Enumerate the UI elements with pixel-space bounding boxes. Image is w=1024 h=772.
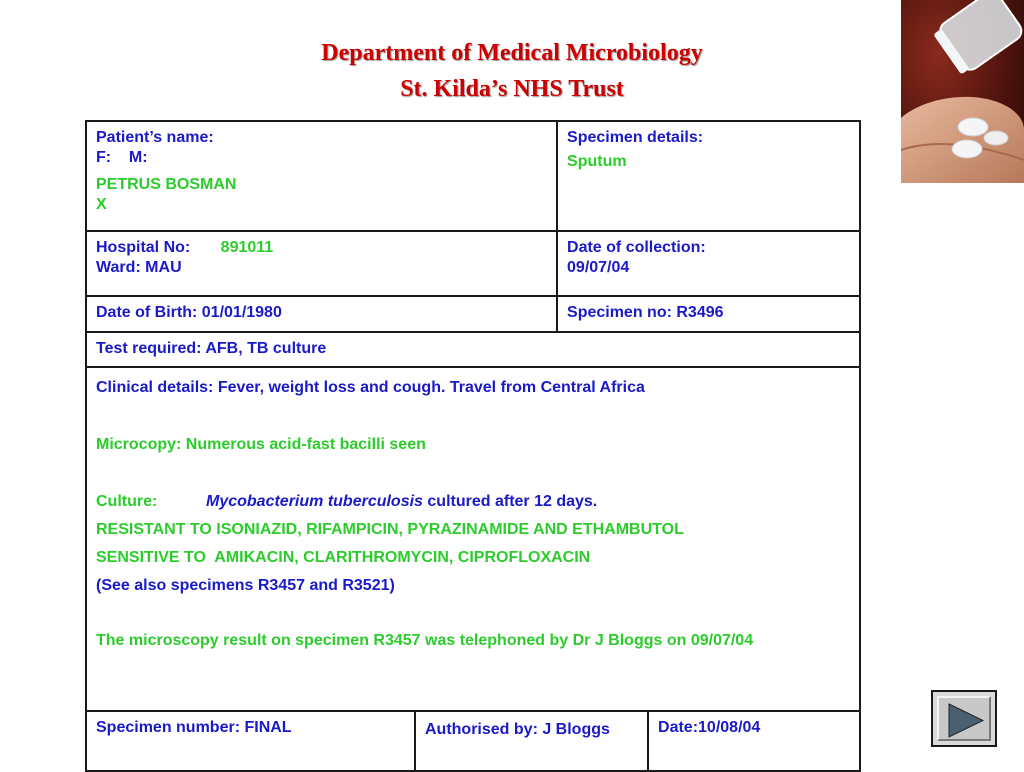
specimen-details-value: Sputum — [567, 153, 627, 170]
ward-label: Ward: MAU — [96, 259, 182, 276]
report-date: Date:10/08/04 — [658, 719, 761, 736]
final-specimen-number: Specimen number: FINAL — [96, 719, 292, 736]
lab-report-form — [85, 120, 861, 772]
telephoned-note: The microscopy result on specimen R3457 was telephoned by Dr J Bloggs on 09/07/04 — [96, 632, 754, 649]
hospital-number-label: Hospital No: — [96, 239, 191, 256]
resistance-result: RESISTANT TO ISONIAZID, RIFAMPICIN, PYRAZINAMIDE AND ETHAMBUTOL — [96, 521, 684, 538]
culture-label: Culture: — [96, 493, 158, 510]
specimen-no-cell — [557, 296, 860, 332]
test-required-cell — [86, 332, 860, 367]
dob-cell — [86, 296, 557, 332]
collection-date-value: 09/07/04 — [567, 259, 630, 276]
test-required: Test required: AFB, TB culture — [96, 340, 327, 357]
clinical-details: Clinical details: Fever, weight loss and cough. Travel from Central Africa — [96, 379, 645, 396]
collection-date-label: Date of collection: — [567, 239, 706, 256]
collection-date-cell — [557, 231, 860, 296]
next-slide-button[interactable] — [931, 690, 997, 747]
see-also-note: (See also specimens R3457 and R3521) — [96, 577, 395, 594]
hospital-number-value: 891011 — [220, 239, 274, 256]
organism-name: Mycobacterium tuberculosis — [206, 493, 423, 510]
patient-name-label: Patient’s name: — [96, 129, 214, 146]
microscopy-result: Microcopy: Numerous acid-fast bacilli seen — [96, 436, 426, 453]
report-date-cell — [648, 711, 860, 771]
hospital-cell — [86, 231, 557, 296]
specimen-details-label: Specimen details: — [567, 129, 704, 146]
department-title: Department of Medical Microbiology — [321, 40, 703, 66]
specimen-details-cell — [557, 121, 860, 231]
next-slide-arrow-icon — [939, 698, 993, 743]
culture-suffix: cultured after 12 days. — [422, 493, 598, 510]
pill-bottle-photo — [901, 0, 1024, 183]
trust-title: St. Kilda’s NHS Trust — [400, 76, 624, 102]
final-specimen-cell — [86, 711, 415, 771]
sensitivity-result: SENSITIVE TO AMIKACIN, CLARITHROMYCIN, CIPROFLOXACIN — [96, 549, 591, 566]
patient-name-value: PETRUS BOSMAN — [96, 176, 237, 193]
date-of-birth: Date of Birth: 01/01/1980 — [96, 304, 282, 321]
next-slide-button-face[interactable] — [937, 696, 991, 741]
patient-name-cell — [86, 121, 557, 231]
authorised-by: Authorised by: J Bloggs — [425, 721, 610, 738]
clinical-details-cell — [86, 367, 860, 711]
patient-sex-label: F: M: — [96, 149, 148, 166]
patient-sex-mark: X — [96, 196, 107, 213]
authorised-cell — [415, 711, 648, 771]
specimen-number: Specimen no: R3496 — [567, 304, 724, 321]
